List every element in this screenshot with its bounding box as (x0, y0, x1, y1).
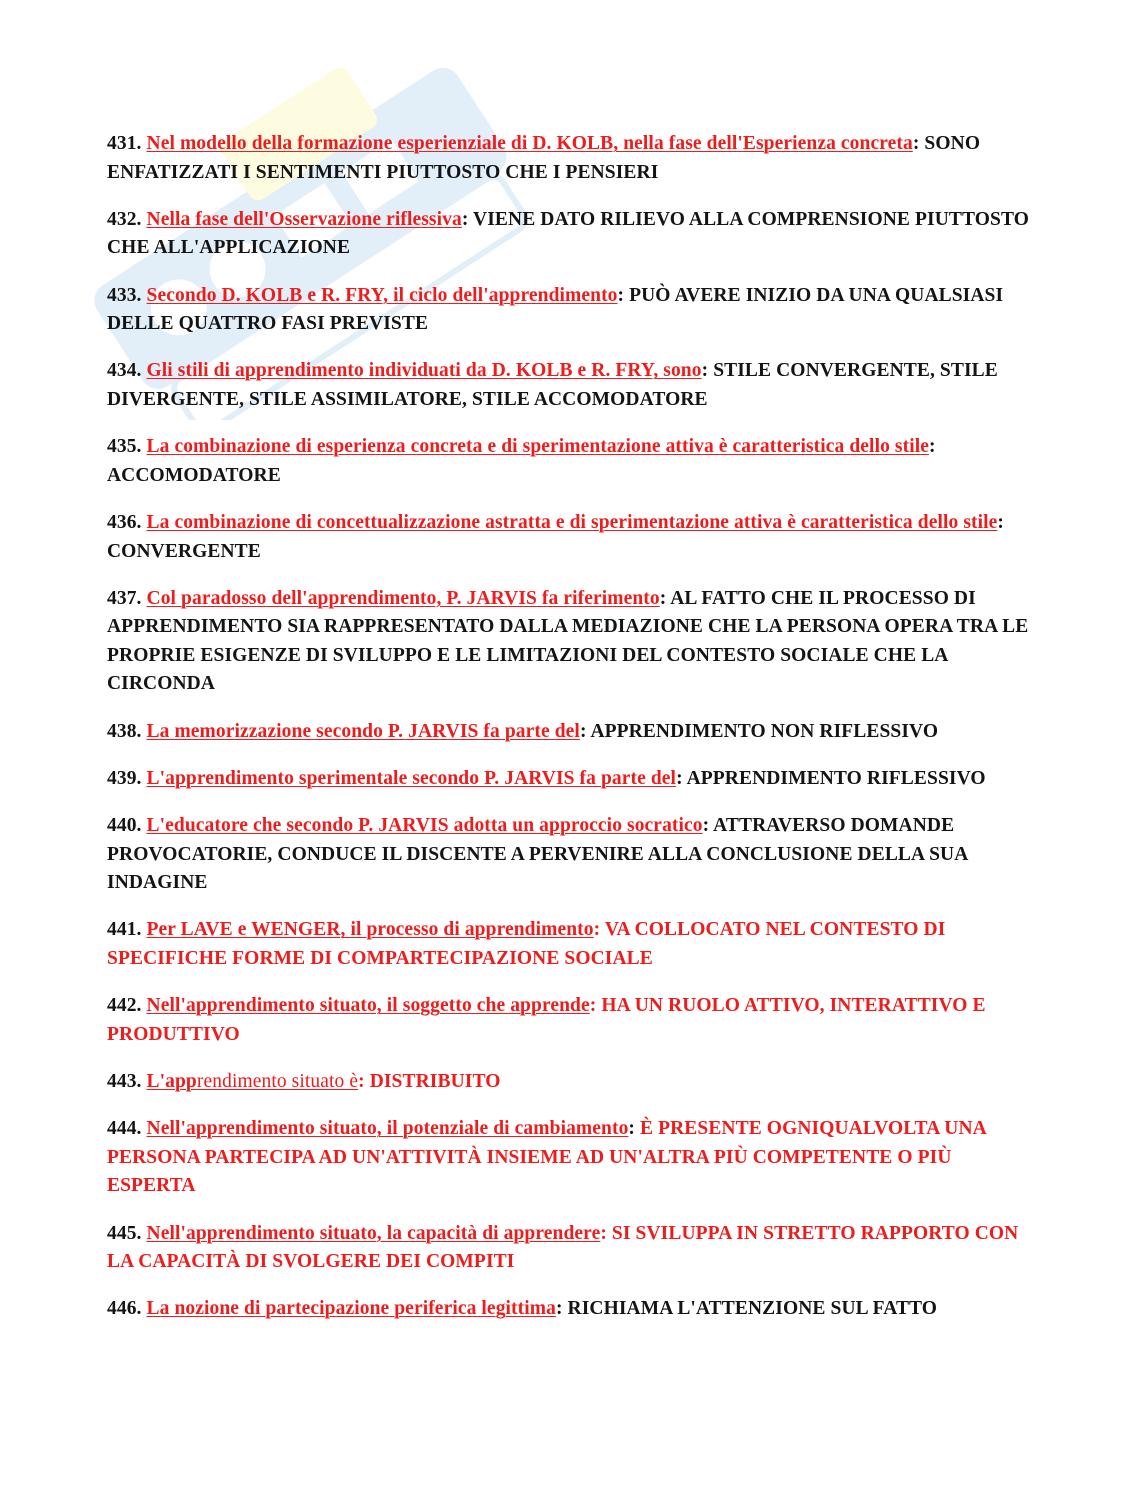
item-number: 434. (107, 360, 142, 382)
answer-text: VA COLLOCATO NEL CONTESTO DI SPECIFICHE FORME DI COMPARTECIPAZIONE SOCIALE (107, 919, 946, 969)
answer-text: CONVERGENTE (107, 540, 261, 562)
question-text: Nell'apprendimento situato, il soggetto che apprende (146, 995, 590, 1017)
qa-item-440: 440. L'educatore che secondo P. JARVIS adotta un approccio socratico: ATTRAVERSO DOMANDE PROVOCATORIE, CONDUCE IL DISCENTE A PERVENIRE ALLA CONCLUSIONE DELLA SUA INDAGINE (107, 815, 968, 894)
item-number: 432. (107, 208, 142, 230)
question-text: L'educatore che secondo P. JARVIS adotta un approccio socratico (146, 815, 703, 837)
answer-text: PUÒ AVERE INIZIO DA UNA QUALSIASI DELLE QUATTRO FASI PREVISTE (107, 284, 1004, 335)
question-text: La combinazione di esperienza concreta e di sperimentazione attiva è caratteristica dello stile (146, 436, 929, 458)
qa-item-432: 432. Nella fase dell'Osservazione riflessiva: VIENE DATO RILIEVO ALLA COMPRENSIONE PIUTTOSTO CHE ALL'APPLICAZIONE (107, 208, 1029, 259)
qa-item-433: 433. Secondo D. KOLB e R. FRY, il ciclo dell'apprendimento: PUÒ AVERE INIZIO DA UNA QUALSIASI DELLE QUATTRO FASI PREVISTE (107, 284, 1004, 335)
item-number: 436. (107, 511, 142, 533)
qa-item-443: 443. L'apprendimento situato è: DISTRIBUITO (107, 1070, 501, 1092)
question-text: Per LAVE e WENGER, il processo di apprendimento (146, 919, 594, 941)
question-text: Nella fase dell'Osservazione riflessiva (146, 208, 462, 230)
qa-item-445: 445. Nell'apprendimento situato, la capacità di apprendere: SI SVILUPPA IN STRETTO RAPPORTO CON LA CAPACITÀ DI SVOLGERE DEI COMPITI (107, 1222, 1019, 1273)
answer-text: ACCOMODATORE (107, 464, 281, 486)
item-number: 437. (107, 587, 142, 609)
question-text: La nozione di partecipazione periferica legittima (146, 1298, 556, 1320)
item-number: 435. (107, 436, 142, 458)
answer-text: ATTRAVERSO DOMANDE PROVOCATORIE, CONDUCE IL DISCENTE A PERVENIRE ALLA CONCLUSIONE DELLA SUA INDAGINE (107, 815, 968, 894)
question-text: Nell'apprendimento situato, la capacità di apprendere (146, 1222, 601, 1244)
item-number: 439. (107, 767, 142, 789)
qa-item-438: 438. La memorizzazione secondo P. JARVIS fa parte del: APPRENDIMENTO NON RIFLESSIVO (107, 720, 939, 742)
document-page (107, 130, 1042, 1343)
answer-text: VIENE DATO RILIEVO ALLA COMPRENSIONE PIUTTOSTO CHE ALL'APPLICAZIONE (107, 208, 1029, 259)
qa-item-435: 435. La combinazione di esperienza concreta e di sperimentazione attiva è caratteristica dello stile: ACCOMODATORE (107, 436, 936, 486)
answer-text: RICHIAMA L'ATTENZIONE SUL FATTO (567, 1298, 938, 1320)
question-text: L'app (146, 1070, 197, 1092)
item-number: 443. (107, 1070, 142, 1092)
answer-text: SONO ENFATIZZATI I SENTIMENTI PIUTTOSTO CHE I PENSIERI (107, 133, 981, 183)
answer-text: AL FATTO CHE IL PROCESSO DI APPRENDIMENTO SIA RAPPRESENTATO DALLA MEDIAZIONE CHE LA PERSONA OPERA TRA LE PROPRIE ESIGENZE DI SVILUPPO E LE LIMITAZIONI DEL CONTESTO SOCIALE CHE LA CIRCONDA (107, 587, 1029, 695)
question-text: Nell'apprendimento situato, il potenziale di cambiamento (146, 1118, 629, 1140)
item-number: 446. (107, 1298, 142, 1320)
qa-item-431: 431. Nel modello della formazione esperienziale di D. KOLB, nella fase dell'Esperienza concreta: SONO ENFATIZZATI I SENTIMENTI PIUTTOSTO CHE I PENSIERI (107, 133, 981, 183)
item-number: 445. (107, 1222, 142, 1244)
item-number: 438. (107, 720, 142, 742)
question-text: Secondo D. KOLB e R. FRY, il ciclo dell'apprendimento (146, 284, 618, 306)
answer-text: APPRENDIMENTO RIFLESSIVO (686, 767, 986, 789)
item-number: 433. (107, 284, 142, 306)
question-text: L'apprendimento sperimentale secondo P. JARVIS fa parte del (146, 767, 677, 789)
qa-item-441: 441. Per LAVE e WENGER, il processo di apprendimento: VA COLLOCATO NEL CONTESTO DI SPECIFICHE FORME DI COMPARTECIPAZIONE SOCIALE (107, 919, 946, 969)
qa-item-436: 436. La combinazione di concettualizzazione astratta e di sperimentazione attiva è caratteristica dello stile: CONVERGENTE (107, 511, 1004, 562)
item-number: 442. (107, 995, 142, 1017)
item-number: 431. (107, 133, 142, 154)
answer-text: APPRENDIMENTO NON RIFLESSIVO (590, 720, 939, 742)
qa-item-446: 446. La nozione di partecipazione periferica legittima: RICHIAMA L'ATTENZIONE SUL FATTO (107, 1298, 938, 1320)
question-text: Gli stili di apprendimento individuati da D. KOLB e R. FRY, sono (146, 360, 702, 382)
item-number: 440. (107, 815, 142, 837)
question-text: Col paradosso dell'apprendimento, P. JARVIS fa riferimento (146, 587, 660, 609)
answer-text: DISTRIBUITO (369, 1070, 501, 1092)
question-text: La combinazione di concettualizzazione astratta e di sperimentazione attiva è caratteristica dello stile (146, 511, 998, 533)
answer-text: SI SVILUPPA IN STRETTO RAPPORTO CON LA CAPACITÀ DI SVOLGERE DEI COMPITI (107, 1222, 1019, 1273)
answer-text: HA UN RUOLO ATTIVO, INTERATTIVO E PRODUTTIVO (107, 995, 986, 1045)
qa-item-442: 442. Nell'apprendimento situato, il soggetto che apprende: HA UN RUOLO ATTIVO, INTERATTIVO E PRODUTTIVO (107, 995, 986, 1045)
answer-text: STILE CONVERGENTE, STILE DIVERGENTE, STILE ASSIMILATORE, STILE ACCOMODATORE (107, 360, 998, 410)
qa-item-444: 444. Nell'apprendimento situato, il potenziale di cambiamento: È PRESENTE OGNIQUALVOLTA UNA PERSONA PARTECIPA AD UN'ATTIVITÀ INSIEME AD UN'ALTRA PIÙ COMPETENTE O PIÙ ESPERTA (107, 1118, 986, 1197)
answer-text: È PRESENTE OGNIQUALVOLTA UNA PERSONA PARTECIPA AD UN'ATTIVITÀ INSIEME AD UN'ALTRA PIÙ COMPETENTE O PIÙ ESPERTA (107, 1118, 986, 1197)
question-text: Nel modello della formazione esperienziale di D. KOLB, nella fase dell'Esperienza concreta (146, 133, 913, 154)
question-text-light: rendimento situato è (196, 1070, 359, 1092)
qa-item-439: 439. L'apprendimento sperimentale secondo P. JARVIS fa parte del: APPRENDIMENTO RIFLESSIVO (107, 767, 986, 789)
item-number: 444. (107, 1118, 142, 1140)
qa-item-434: 434. Gli stili di apprendimento individuati da D. KOLB e R. FRY, sono: STILE CONVERGENTE, STILE DIVERGENTE, STILE ASSIMILATORE, STILE ACCOMODATORE (107, 360, 998, 410)
question-text: La memorizzazione secondo P. JARVIS fa parte del (146, 720, 580, 742)
item-number: 441. (107, 919, 142, 941)
qa-item-437: 437. Col paradosso dell'apprendimento, P. JARVIS fa riferimento: AL FATTO CHE IL PROCESSO DI APPRENDIMENTO SIA RAPPRESENTATO DALLA MEDIAZIONE CHE LA PERSONA OPERA TRA LE PROPRIE ESIGENZE DI SVILUPPO E LE LIMITAZIONI DEL CONTESTO SOCIALE CHE LA CIRCONDA (107, 587, 1029, 695)
